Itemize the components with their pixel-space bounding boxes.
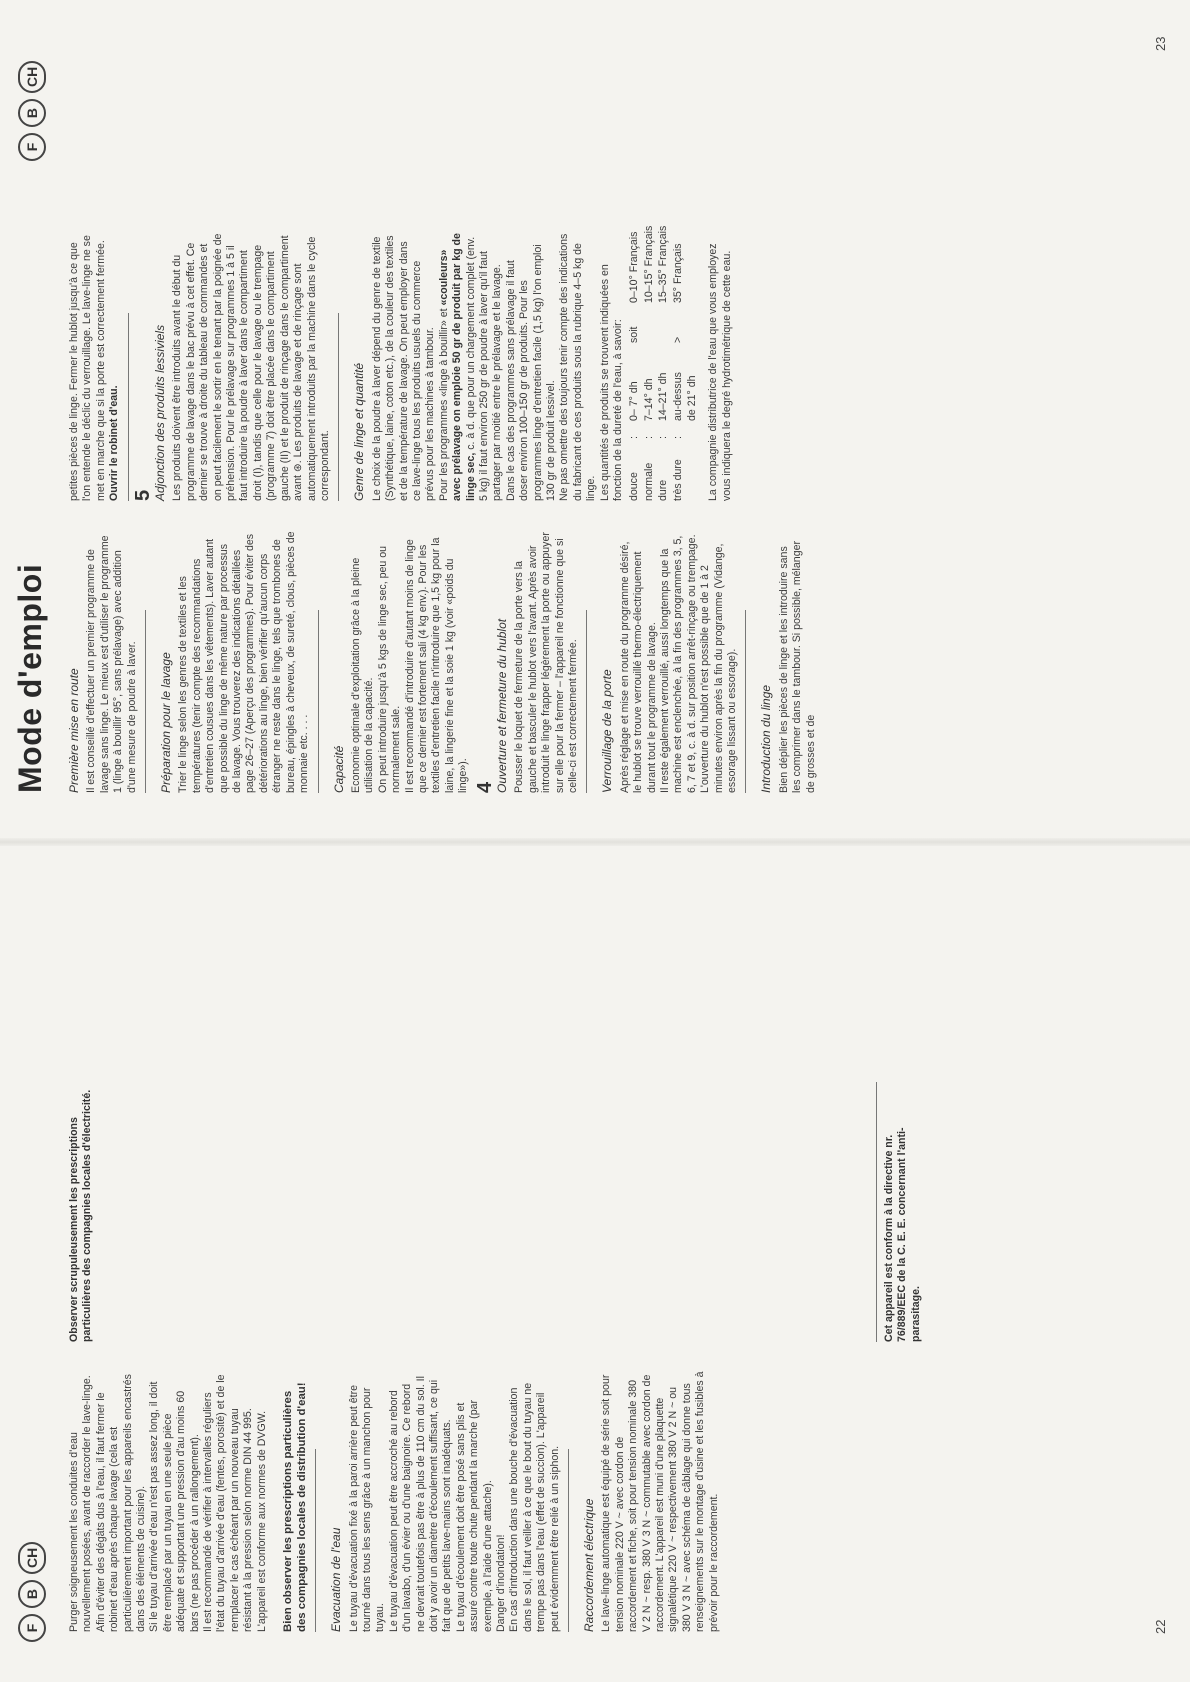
water-notice: Bien observer les prescriptions particulières des compagnies locales de distribution d'eau! [282,1382,309,1632]
divider [145,610,146,793]
hardness-cell: : [657,436,670,439]
section-heading: Première mise en route [67,668,81,793]
section-number: 4 [473,781,496,793]
dosage-rule: «couleurs» avec prélavage on emploie 50 gr de produit par kg de linge sec, [437,233,477,501]
divider [128,313,129,501]
section-text: Les produits doivent être introduits avant le début du programme de lavage dans le bac prévu à cet effet. Ce dernier se trouve à droite du tableau de commandes et on peut facilement le sortir en le tenant par la poignée de préhension. Pour le prélavage sur programmes 1 à 5 il faut introduire la poudre à laver dans le compartiment droit (I), tandis que celle pour le lavage ou le trempage (programme 7) doit être placée dans le compartiment gauche (II) et le produit de rinçage dans le compartiment avant ⊛. Les produits de lavage et de rinçage sont automatiquement introduits par la machine dans le cycle correspondant. [171,233,331,501]
hardness-cell: soit [628,326,641,343]
section-heading: Introduction du linge [759,684,774,793]
page-22 [0,841,1190,1682]
page-number: 23 [1153,36,1168,51]
section-text: Il est recommandé d'introduire d'autant moins de linge que ce dernier est fortement sali (4 kg env.). Pour les textiles d'entretien facile n'introduire que 1,5 kg pour la laine, la lingerie fine et la soie 1 kg (voir «poids du linge»). [403,537,470,793]
evacuation-paragraph: Le tuyau d'évacuation fixé à la paroi arrière peut être tourné dans tous les sens grâce à un manchon pour tuyau. [347,1384,387,1632]
section-heading: Capacité [331,745,346,793]
open-tap-instruction: Ouvrir le robinet d'eau. [108,385,121,501]
intro-text: petites pièces de linge. Fermer le hublot jusqu'à ce que l'on entende le déclic du verrouillage. Le lave-linge ne se met en marche que si la porte est correctement fermée. [68,235,107,501]
divider [568,1449,569,1632]
section-text: Dans le cas des programmes sans prélavage il faut doser environ 100–150 gr de produits. Pour les programmes linge d'entretien facile (1,5 kg) l'on emploi 130 gr de produit lessivel. [504,244,557,501]
hardness-cell: 15–35° Français [657,225,670,303]
section-heading: Ouverture et fermeture du hublot [494,618,509,793]
intro-paragraph: Si le tuyau d'arrivée d'eau n'est pas assez long, il doit être remplacé par un tuyau en une seule pièce adéquate et supportant une pression d'au moins 60 bars (ne pas procéder à un rallongement). [148,1381,201,1632]
page-22-footer-notice [870,1082,923,1342]
page-23-column-2 [68,225,734,501]
country-badge-b: B [18,99,46,127]
hardness-cell [686,221,699,303]
section-text: Economie optimale d'exploitation grâce à la pleine utilisation de la capacité. [349,557,376,793]
section-text [68,233,122,501]
hardness-cell: 35° Français [671,243,684,303]
divider [876,1082,877,1342]
evacuation-paragraph: Le tuyau d'évacuation peut être accroché au rebord d'un lavabo, d'un évier ou d'une baignoire. Ce rebord ne devrait toutefois pas être à plus de 110 cm du sol. Il doit y avoir un diamètre d'écoulement suffisant, ce qui fait que de petits lave-mains sont inadéquats. [387,1376,454,1632]
hardness-cell: 14–21° dh [657,372,670,421]
hardness-cell: 10–15° Français [642,225,655,303]
page-22-column-2 [68,1082,95,1342]
evacuation-paragraph: En cas d'introduction dans une bouche d'évacuation dans le sol, il faut veiller à ce que le bout du tuyau ne trempe pas dans l'eau (effet de succion). L'appareil peut évidemment être relié à un siphon. [508,1382,561,1632]
hardness-cell: : [671,436,684,439]
page-23-column-1 [68,531,818,793]
hardness-cell: : [642,436,655,439]
hardness-cell: dure [657,479,670,501]
country-badge-f: F [18,1614,46,1642]
section-heading: Verrouillage de la porte [600,669,615,793]
divider [745,610,746,793]
dosage-detail: c. à d. que pour un chargement complet (env. 5 kg) il faut environ 250 gr de poudre à laver qu'il faut partager par moitié entre le prélavage et le lavage. [464,236,504,501]
divider [586,610,587,793]
intro-paragraph: Il est recommandé de vérifier à intervalles réguliers l'état du tuyau d'arrivée d'eau (fentes, porosité) et de le remplacer le cas échéant par un nouveau tuyau résistant à la pression selon norme DIN 44 995. [202,1374,255,1632]
hardness-cell: > [671,336,684,343]
hardness-cell: : [628,436,641,439]
hardness-cell [686,439,699,501]
section-text: On peut introduire jusqu'à 5 kgs de linge sec, peu ou normalement sale. [376,545,403,793]
intro-paragraph: L'appareil est conforme aux normes de DVGW. [255,1410,268,1632]
hardness-cell: 0– 7° dh [628,381,641,421]
hardness-cell: 0–10° Français [628,231,641,303]
section-text: Les quantités de produits se trouvent indiquées en fonction de la dureté de l'eau, à savoir: [598,264,625,501]
electric-paragraph: Le lave-linge automatique est équipé de série soit pour tension nominale 220 V ~ avec cordon de raccordement et fiche, soit pour tension nominale 380 V 2 N ~ resp. 380 V 3 N ~ commutable avec cordon de raccordement. L'appareil est muni d'une plaquette signalétique 220 V ~ respectivement 380 V 2 N ~ ou 380 V 3 N ~ avec schéma de câblage qui donne tous renseignements sur le montage d'usine et les fusibles à prévoir pour le raccordement. [600,1371,720,1632]
section-text: Il reste également verrouillé, aussi longtemps que la machine est enclenchée, à la fin des programmes 3, 5, 6, 7 et 9, c. à d. sur position arrêt-rinçage ou trempage. L'ouverture du hublot n'est possible que de 1 à 2 minutes environ après la fin du programme (Vidange, essorage lissant ou essorage). [659,534,739,793]
country-badge-f: F [18,133,46,161]
divider [315,1449,316,1632]
electricity-notice: Observer scrupuleusement les prescriptions particulières des compagnies locales d'électricité. [68,1089,94,1342]
section-text: La compagnie distributrice de l'eau que vous employez vous indiquera le degré hydrotimétrique de cette eau. [707,243,733,501]
section-text: Trier le linge selon les genres de textiles et les températures (tenir compte des recommandations d'entretien cousues dans les vêtements). Laver autant que possible du linge de même nature par processus de lavage. Vous trouverez des indications détaillées page 26–27 (Aperçu des programmes). Pour éviter des détériorations au linge, bien vérifier qu'aucun corps étranger ne reste dans le linge, tels que trombones de bureau, épingles à cheveux, de sureté, clous, pièces de monnaie etc. . . . [177,531,311,793]
divider [338,313,339,501]
page-number: 22 [1153,1619,1168,1634]
section-heading: Préparation pour le lavage [159,652,174,793]
hardness-cell: 7–14° dh [642,378,655,421]
evacuation-paragraph: Le tuyau d'écoulement doit être posé sans plis et assuré contre toute chute pendant la marche (par exemple, à l'aide d'une attache). [454,1399,494,1632]
section-text [438,233,505,501]
page-22-column-1 [68,1370,721,1632]
hardness-cell [643,303,656,343]
hardness-cell [686,421,699,439]
section-text: Il est conseillé d'effectuer un premier programme de lavage sans linge. Le mieux est d'utiliser le programme 1 (linge à bouillir 95°, sans prélavage) avec addition d'une mesure de poudre à laver. [85,535,138,793]
page-title: Mode d'emploi [12,563,48,793]
hardness-cell: très dure [671,459,684,501]
section-number: 5 [131,489,154,501]
hardness-cell: au-dessus [671,372,684,421]
hardness-cell: normale [642,462,655,501]
country-badges [18,61,46,161]
evacuation-heading: Evacuation de l'eau [329,1527,344,1632]
cee-notice: Cet appareil est conform à la directive nr. 76/889/EEC de la C. E. E. concernant l'anti-parasitage. [883,1127,922,1342]
section-heading: Genre de linge et quantité [352,362,367,501]
country-badge-ch: CH [18,1542,46,1574]
section-text: Bien déplier les pièces de linge et les introduire sans les comprimer dans le tambour. Si possible, mélanger de grosses et de [777,540,817,793]
hardness-cell [686,303,699,343]
hardness-cell: de 21° dh [686,375,699,421]
dosage-intro: Pour les programmes «linge à bouillir» et [437,308,450,501]
country-badge-ch: CH [18,61,46,93]
section-text: Le choix de la poudre à laver dépend du genre de textile (Synthétique, laine, coton etc.), de la couleur des textiles et de la température de lavage. On peut employer dans ce lave-linge tous les produits usuels du commerce prévus pour les machines à tambour. [370,235,437,501]
evacuation-paragraph: Danger d'inondation! [494,1534,507,1632]
section-text: Pousser le loquet de fermeture de la porte vers la gauche et basculer le hublot vers l'avant. Après avoir introduit le linge frapper légèrement la porte ou appuyer sur elle pour la fermer – l'appareil ne fonctionne que si celle-ci est correctement fermée. [513,532,579,793]
hardness-cell [657,303,670,343]
country-badge-b: B [18,1580,46,1608]
water-hardness-table [628,225,699,501]
hardness-cell: douce [628,472,641,501]
electric-heading: Raccordement électrique [582,1498,596,1632]
section-heading: Adjonction des produits lessiviels [153,324,168,501]
section-text: Après réglage et mise en route du programme désiré, le hublot se trouve verrouillé thermo-électriquement durant tout le programme de lavage. [618,541,658,793]
intro-paragraph: Purger soigneusement les conduites d'eau nouvellement posées, avant de raccorder le lave-linge. Afin d'éviter des dégâts dus à l'eau, il faut fermer le robinet d'eau après chaque lavage (cela est particulièrement important pour les appareils encastrés dans des éléments de cuisine). [68,1374,148,1632]
section-text: Ne pas omettre des toujours tenir compte des indications du fabricant de ces produits sous la rubrique 4–5 kg de linge. [558,233,598,501]
divider [318,610,319,793]
country-badges [18,1542,46,1642]
